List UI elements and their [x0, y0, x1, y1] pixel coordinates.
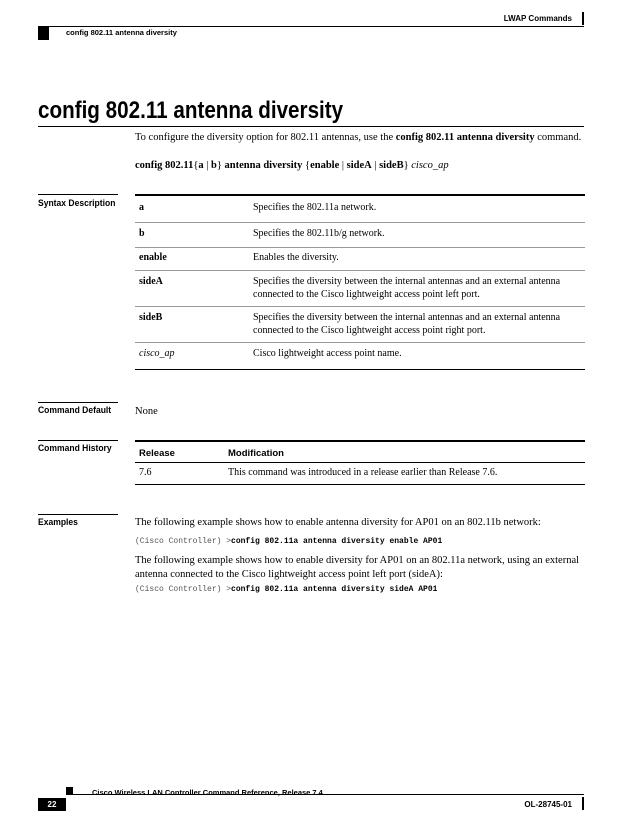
syntax-table: a Specifies the 802.11a network. b Specifies the 802.11b/g network. enable Enables the diversity. sideA Specifies the diversity between the internal antennas and an external antenna connected to the Cisco lightweight access point left port. sideB Specifies the diversity between the internal antennas and an external antenna connected to the Cisco lightweight access point right port. cisco_ap Cisco lightweight access point name. — [135, 194, 585, 374]
history-table: Release Modification 7.6 This command was introduced in a release earlier than Release 7.6. — [135, 440, 585, 488]
page-number: 22 — [47, 800, 57, 809]
footer-bar — [582, 797, 584, 810]
command-default-label: Command Default — [38, 405, 112, 416]
running-title: config 802.11 antenna diversity — [66, 28, 177, 37]
row-separator — [135, 306, 585, 307]
syntax-line: config 802.11{a | b} antenna diversity {enable | sideA | sideB} cisco_ap — [135, 160, 449, 171]
examples-rule — [38, 514, 118, 515]
row-separator — [135, 222, 585, 223]
syntax-description-rule — [38, 194, 118, 195]
page-title: config 802.11 antenna diversity — [38, 97, 344, 124]
row-separator — [135, 369, 585, 370]
history-bottom-rule — [135, 484, 585, 485]
footer-book-title: Cisco Wireless LAN Controller Command Reference, Release 7.4 — [92, 788, 323, 797]
intro-command: config 802.11 antenna diversity — [395, 132, 535, 143]
header-marker — [38, 27, 49, 40]
row-separator — [135, 247, 585, 248]
doc-code: OL-28745-01 — [524, 800, 572, 809]
example-2-code: (Cisco Controller) >config 802.11a antenna diversity sideA AP01 — [135, 585, 438, 594]
title-rule — [38, 126, 584, 127]
header-section: LWAP Commands — [503, 14, 572, 23]
command-history-label: Command History — [38, 443, 112, 454]
example-1-code: (Cisco Controller) >config 802.11a antenna diversity enable AP01 — [135, 537, 443, 546]
history-table-top-rule — [135, 440, 585, 442]
header-rule — [38, 26, 584, 27]
history-header-rule — [135, 462, 585, 463]
command-history-rule — [38, 440, 118, 441]
header-bar — [582, 12, 584, 25]
command-default-rule — [38, 402, 118, 403]
example-1-text: The following example shows how to enable antenna diversity for AP01 on an 802.11b network: — [135, 517, 541, 528]
syntax-table-top-rule — [135, 194, 585, 196]
command-default-value: None — [135, 406, 158, 417]
footer-marker — [66, 787, 73, 794]
examples-label: Examples — [38, 517, 78, 528]
syntax-description-label: Syntax Description — [38, 198, 116, 209]
row-separator — [135, 342, 585, 343]
example-2-text: The following example shows how to enable diversity for AP01 on an 802.11a network, using an external antenna connected to the Cisco lightweight access point left port (sideA): — [135, 555, 580, 580]
intro-paragraph: To configure the diversity option for 802.11 antennas, use the config 802.11 antenna diversity command. — [135, 132, 582, 143]
row-separator — [135, 270, 585, 271]
